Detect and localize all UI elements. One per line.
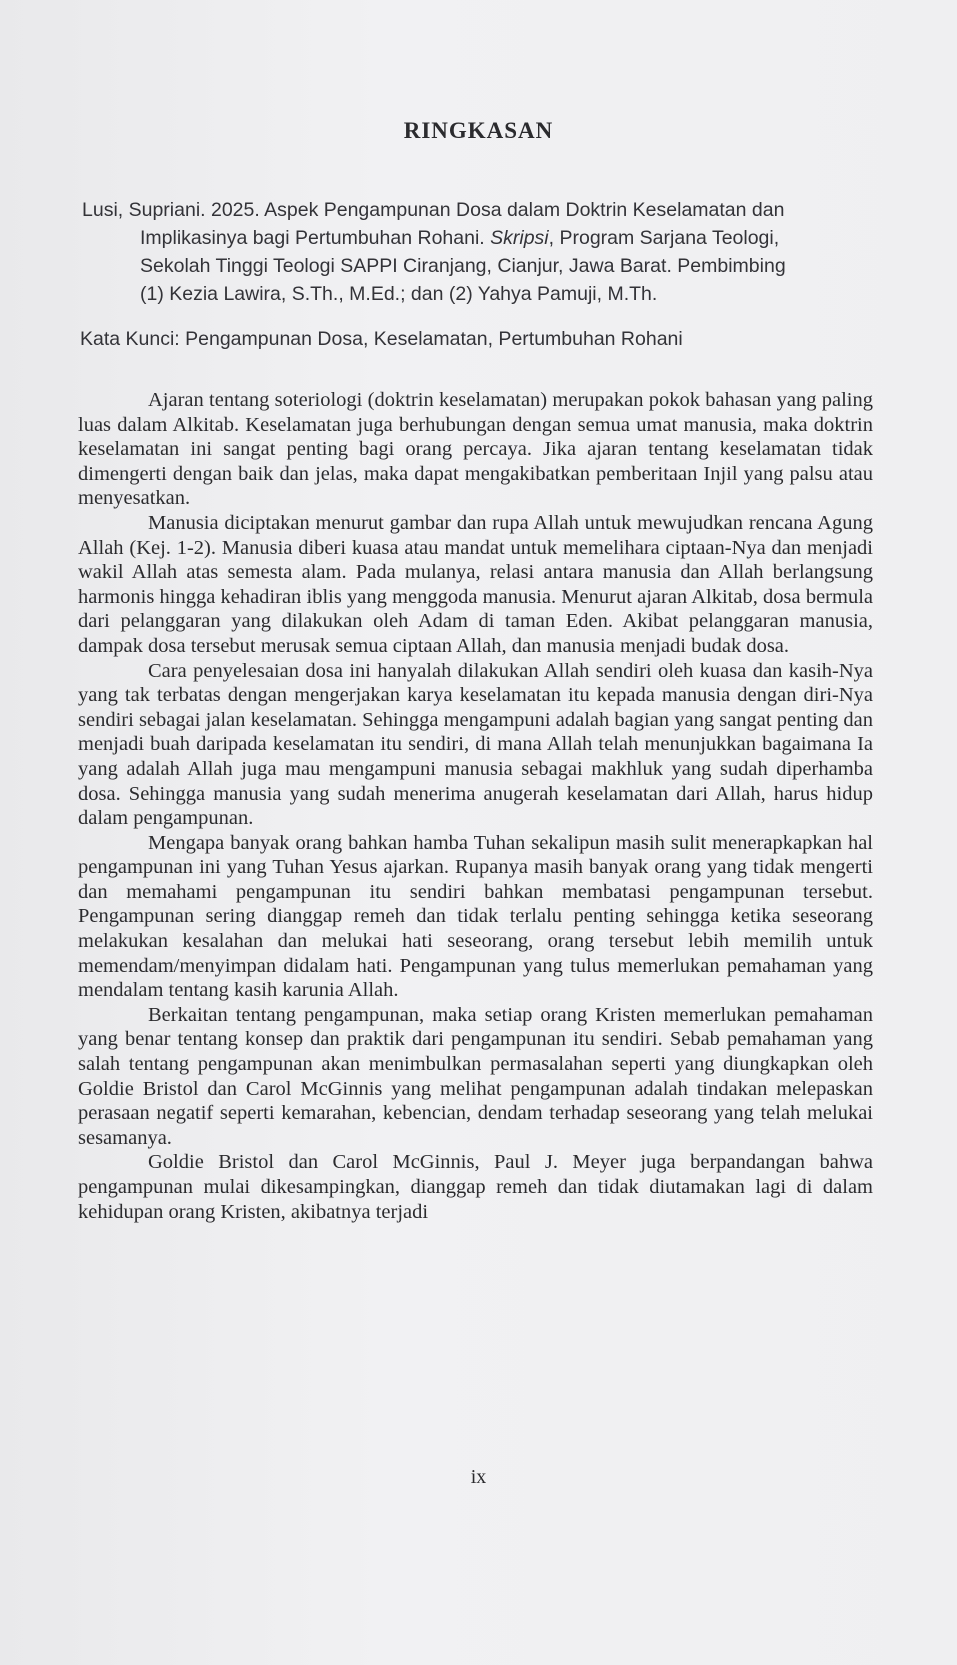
citation-program-part: , Program Sarjana Teologi, [548,227,780,249]
citation-type-italic: Skripsi [490,227,549,249]
bibliographic-citation [82,196,872,308]
citation-line-2 [82,224,872,252]
page-number: ix [470,1466,487,1488]
paragraph-6: Goldie Bristol dan Carol McGinnis, Paul J. Meyer juga berpandangan bahwa pengampunan mulai dikesampingkan, dianggap remeh dan tidak diutamakan lagi di dalam kehidupan orang Kristen, akibatnya terjadi [78,1151,873,1223]
citation-line-1: Lusi, Supriani. 2025. Aspek Pengampunan Dosa dalam Doktrin Keselamatan dan [82,199,785,221]
paragraph-5: Berkaitan tentang pengampunan, maka setiap orang Kristen memerlukan pemahaman yang benar tentang konsep dan praktik dari pengampunan itu sendiri. Sebab pemahaman yang salah tentang pengampunan akan menimbulkan permasalahan seperti yang diungkapkan oleh Goldie Bristol dan Carol McGinnis yang melihat pengampunan adalah tindakan melepaskan perasaan negatif seperti kemarahan, kebencian, dendam terhadap seseorang yang telah melukai sesamanya. [78,1003,873,1149]
summary-body [78,388,873,1224]
citation-title-part: Implikasinya bagi Pertumbuhan Rohani. [140,227,491,249]
paragraph-4: Mengapa banyak orang bahkan hamba Tuhan sekalipun masih sulit menerapkapkan hal pengampunan ini yang Tuhan Yesus ajarkan. Rupanya masih banyak orang yang tidak mengerti dan memahami pengampunan itu sendiri bahkan membatasi pengampunan tersebut. Pengampunan sering dianggap remeh dan tidak terlalu penting sehingga ketika seseorang melakukan kesalahan dan melukai hati seseorang, orang tersebut lebih memilih untuk memendam/menyimpan didalam hati. Pengampunan yang tulus memerlukan pemahaman yang mendalam tentang kasih karunia Allah. [78,831,873,1002]
paragraph-2: Manusia diciptakan menurut gambar dan rupa Allah untuk mewujudkan rencana Agung Allah (Kej. 1-2). Manusia diberi kuasa atau mandat untuk memelihara ciptaan-Nya dan menjadi wakil Allah atas semesta alam. Pada mulanya, relasi antara manusia dan Allah berlangsung harmonis hingga kehadiran iblis yang menggoda manusia. Menurut ajaran Alkitab, dosa bermula dari pelanggaran yang dilakukan oleh Adam di taman Eden. Akibat pelanggaran manusia, dampak dosa tersebut merusak semua ciptaan Allah, dan manusia menjadi budak dosa. [78,511,873,657]
page-title: RINGKASAN [403,118,554,143]
keywords-line: Kata Kunci: Pengampunan Dosa, Keselamatan, Pertumbuhan Rohani [80,328,683,350]
paragraph-1: Ajaran tentang soteriologi (doktrin keselamatan) merupakan pokok bahasan yang paling luas dalam Alkitab. Keselamatan juga berhubungan dengan semua umat manusia, maka doktrin keselamatan ini sangat penting bagi orang percaya. Jika ajaran tentang keselamatan tidak dimengerti dengan baik dan jelas, maka dapat mengakibatkan pemberitaan Injil yang palsu atau menyesatkan. [78,389,873,510]
paragraph-3: Cara penyelesaian dosa ini hanyalah dilakukan Allah sendiri oleh kuasa dan kasih-Nya yang tak terbatas dengan mengerjakan karya keselamatan itu kepada manusia dengan diri-Nya sendiri sebagai jalan keselamatan. Sehingga mengampuni adalah bagian yang sangat penting dan menjadi buah daripada keselamatan itu sendiri, di mana Allah telah menunjukkan bagaimana Ia yang adalah Allah juga mau mengampuni manusia sebagai makhluk yang sudah diperhamba dosa. Sehingga manusia yang sudah menerima anugerah keselamatan dari Allah, harus hidup dalam pengampunan. [78,659,873,830]
citation-line-3: Sekolah Tinggi Teologi SAPPI Ciranjang, Cianjur, Jawa Barat. Pembimbing [140,255,786,277]
citation-line-4: (1) Kezia Lawira, S.Th., M.Ed.; dan (2) Yahya Pamuji, M.Th. [140,283,658,305]
